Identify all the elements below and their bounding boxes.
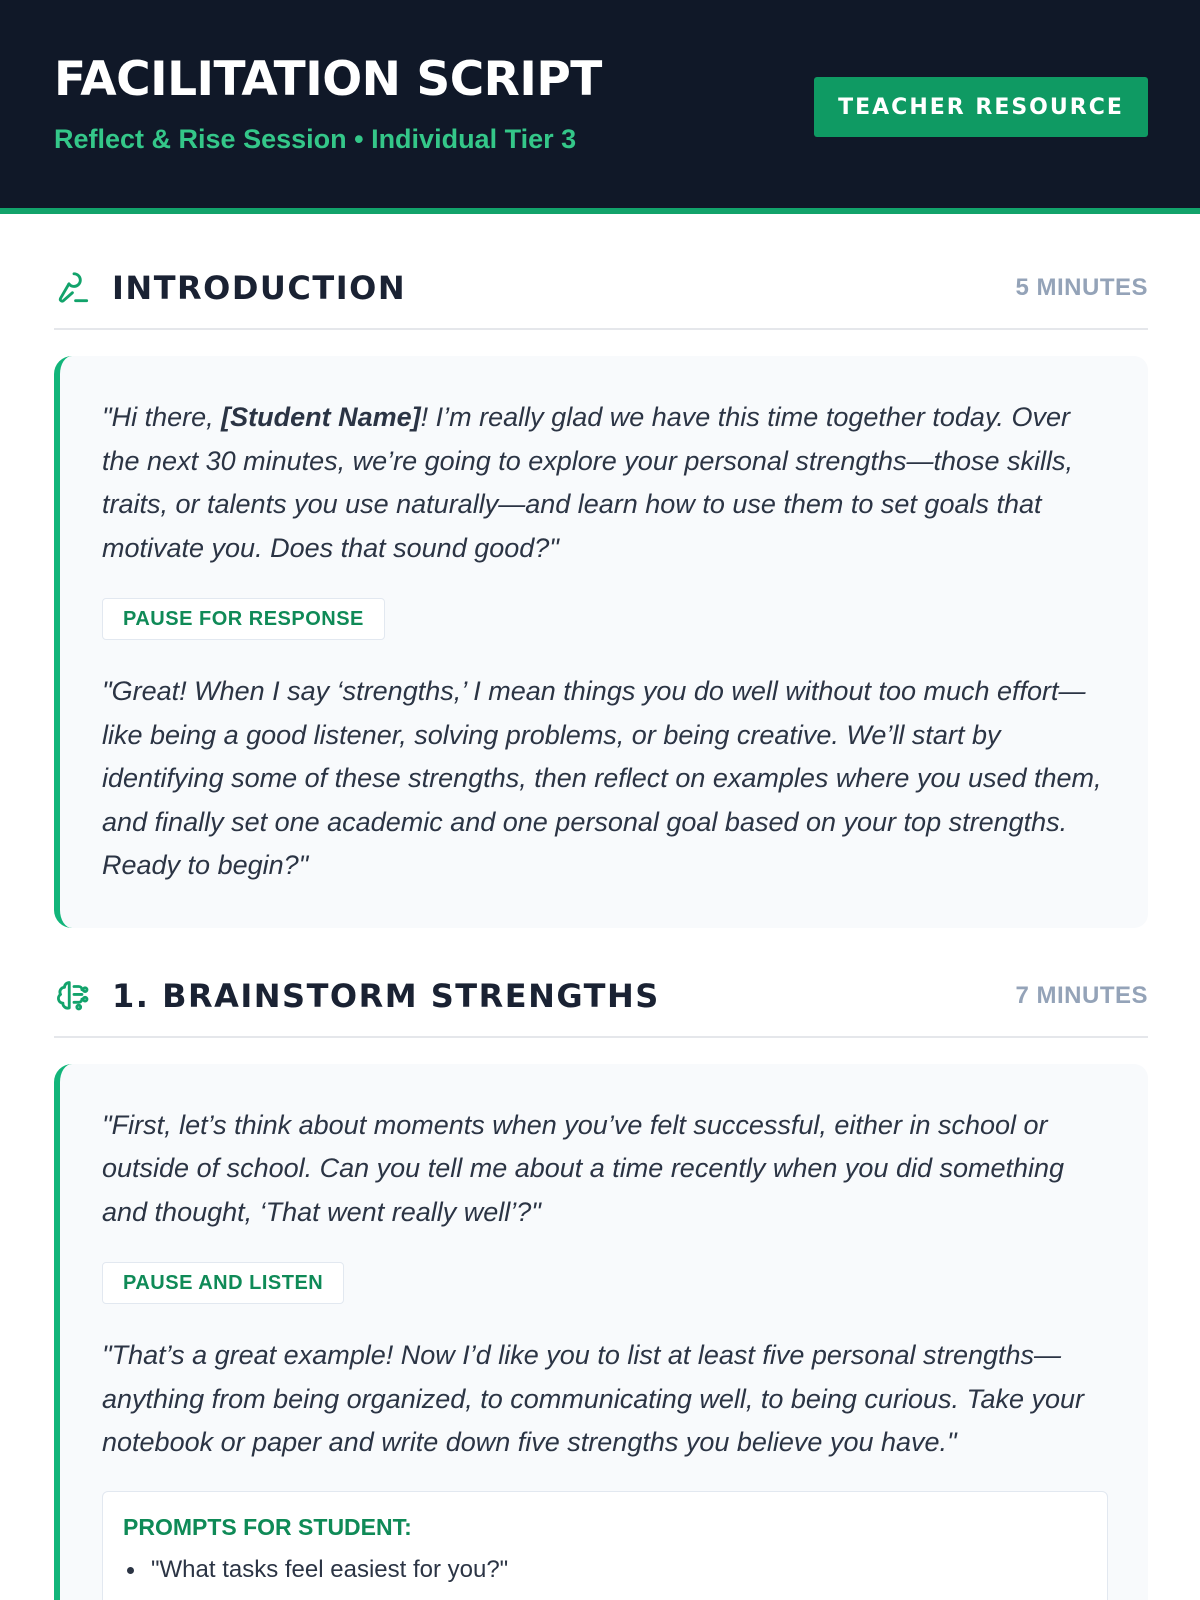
microphone-icon [54,268,94,308]
student-name-placeholder: [Student Name] [221,402,421,432]
script-quote: "Great! When I say ‘strengths,’ I mean things you do well without too much effort—like being a good listener, solving problems, or being creative. We’ll start by identifying some of these strengths, then reflect on examples where you used them, and finally set one academic and one personal goal based on your top strengths. Ready to begin?" [102,676,1102,880]
script-quote: "That’s a great example! Now I’d like you to list at least five personal strengths—anything from being organized, to communicating well, to being curious. Take your notebook or paper and write down five strengths you believe you have." [102,1340,1085,1457]
student-prompts-box [102,1491,1108,1600]
section-duration: 5 MINUTES [1015,274,1148,301]
main-content [0,248,1200,1600]
brain-icon [54,976,94,1016]
prompts-title: PROMPTS FOR STUDENT: [123,1513,412,1540]
section-header [54,248,1148,330]
section-duration: 7 MINUTES [1015,981,1148,1009]
section-brainstorm-strengths [54,956,1148,1600]
page-subtitle: Reflect & Rise Session • Individual Tier 3 [54,124,577,154]
section-title: INTRODUCTION [112,269,407,307]
page-header [0,0,1200,214]
page-title: FACILITATION SCRIPT [54,52,602,107]
section-introduction [54,248,1148,928]
section-title: 1. BRAINSTORM STRENGTHS [112,976,660,1015]
teacher-resource-badge: TEACHER RESOURCE [814,77,1148,137]
list-item: "What tasks feel easiest for you?" [123,1553,1087,1587]
pause-cue: PAUSE FOR RESPONSE [102,598,385,640]
script-card [54,1064,1148,1600]
prompts-list [123,1553,1087,1587]
section-header [54,956,1148,1038]
script-quote: "First, let’s think about moments when you’ve felt successful, either in school or outside of school. Can you tell me about a time recently when you did something and thought, ‘That went really well’?" [102,1109,1065,1227]
script-card [54,356,1148,928]
script-quote: "Hi there, [Student Name]! I’m really glad we have this time together today. Over the next 30 minutes, we’re going to explore your personal strengths—those skills, traits, or talents you use naturally—and learn how to use them to set goals that motivate you. Does that sound good?" [102,402,1074,563]
pause-cue: PAUSE AND LISTEN [102,1262,344,1304]
